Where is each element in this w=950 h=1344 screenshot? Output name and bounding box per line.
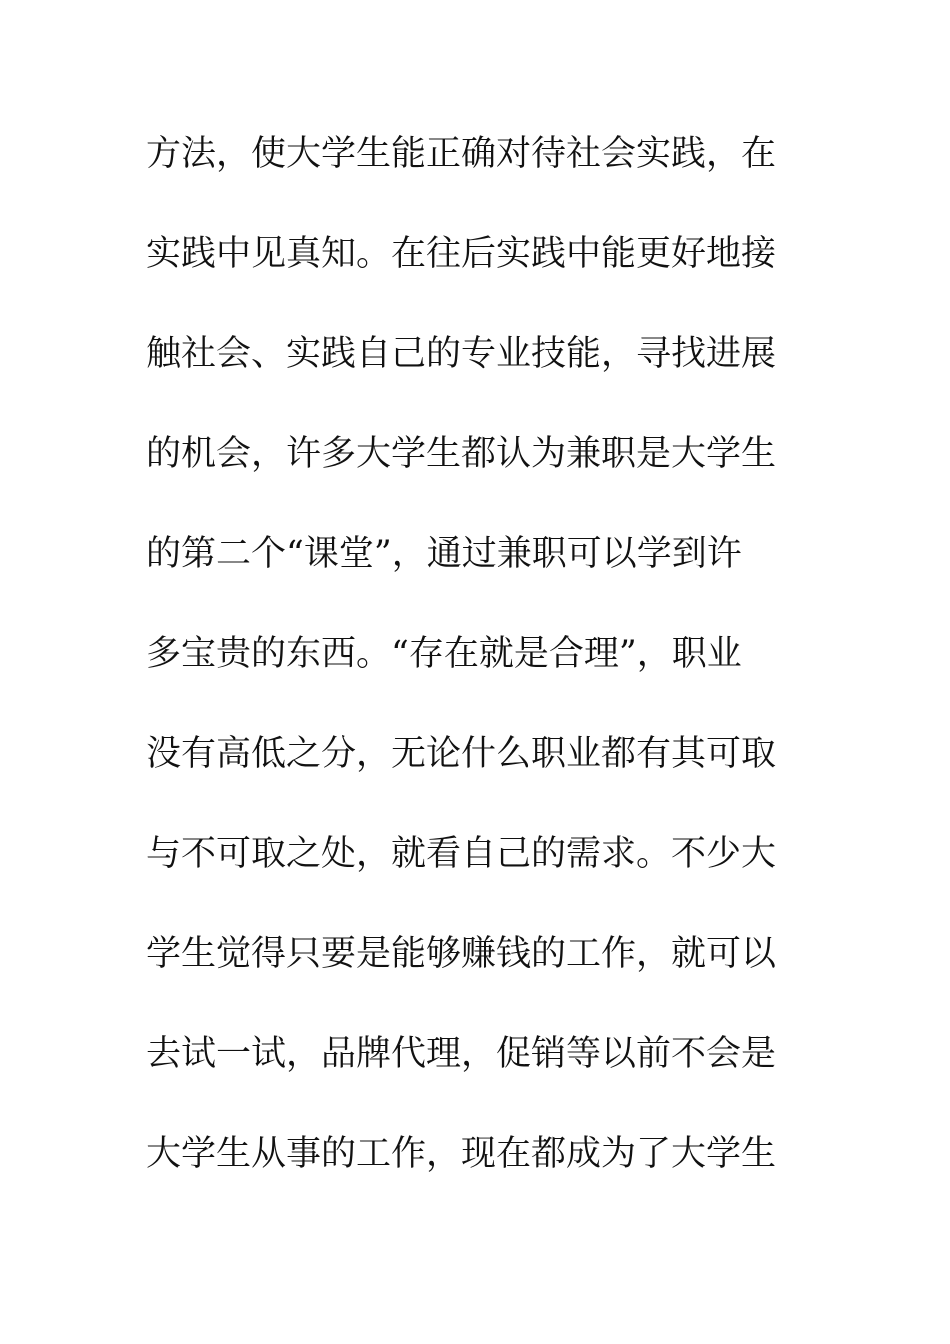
text-line: 的机会，许多大学生都认为兼职是大学生 (146, 434, 777, 474)
text-line: 学生觉得只要是能够赚钱的工作，就可以 (146, 934, 777, 974)
text-line: 实践中见真知。在往后实践中能更好地接 (146, 234, 777, 274)
text-line: 与不可取之处，就看自己的需求。不少大 (146, 834, 777, 874)
text-line: 大学生从事的工作，现在都成为了大学生 (146, 1134, 777, 1174)
text-line: 方法，使大学生能正确对待社会实践，在 (146, 134, 777, 174)
text-line: 触社会、实践自己的专业技能，寻找进展 (146, 334, 777, 374)
text-line: 的第二个“课堂”，通过兼职可以学到许 (146, 534, 742, 574)
text-line: 没有高低之分，无论什么职业都有其可取 (146, 734, 777, 774)
text-line: 多宝贵的东西。“存在就是合理”，职业 (146, 634, 742, 674)
body-text (146, 125, 786, 1225)
text-line: 去试一试，品牌代理，促销等以前不会是 (146, 1034, 777, 1074)
